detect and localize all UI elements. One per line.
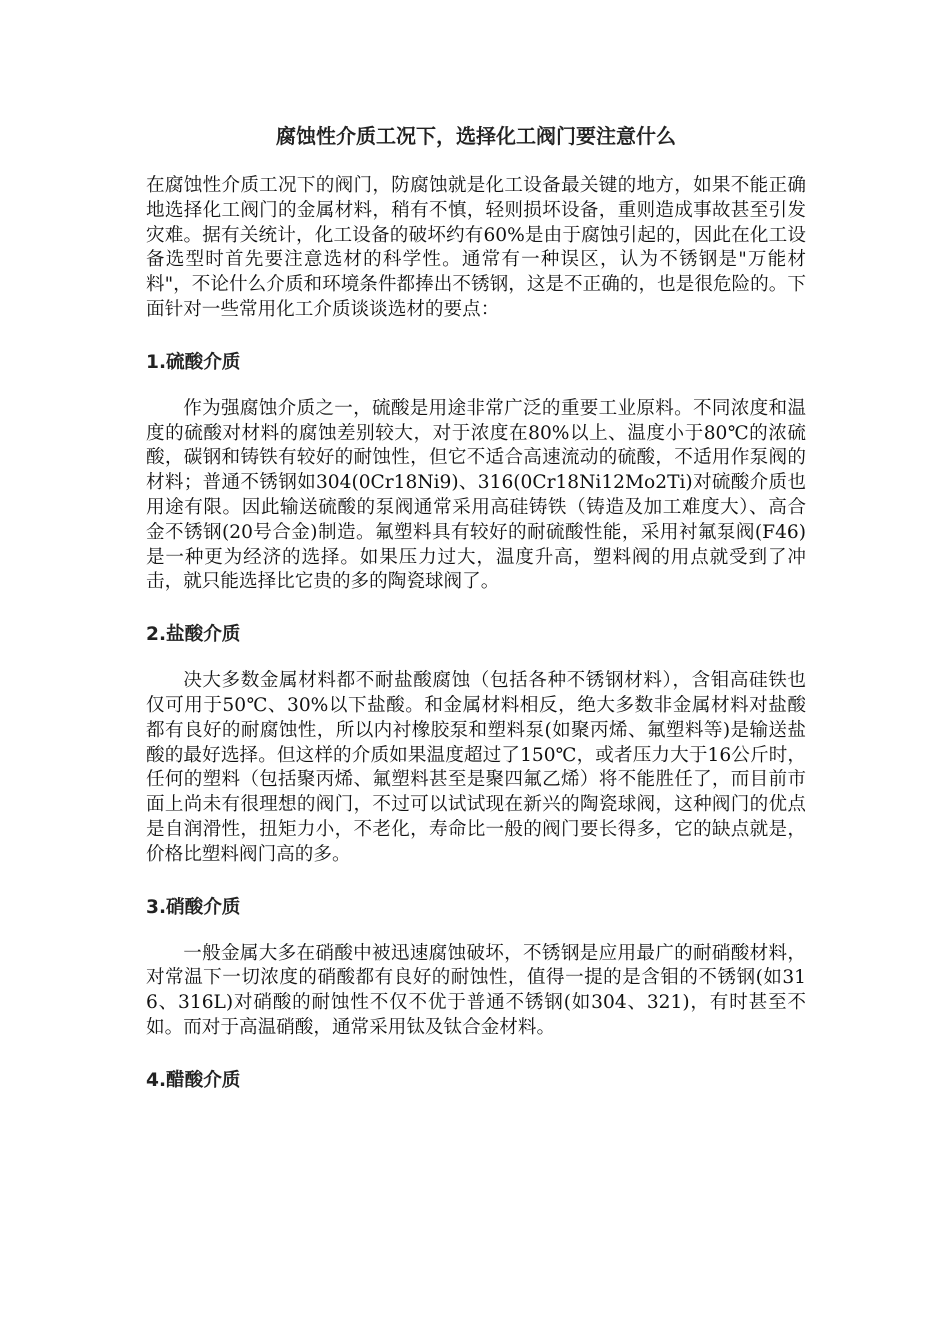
document-title: 腐蚀性介质工况下，选择化工阀门要注意什么 [276,124,676,148]
document-page [146,120,806,1115]
section-body: 决大多数金属材料都不耐盐酸腐蚀（包括各种不锈钢材料），含钼高硅铁也仅可用于50℃、30%以下盐酸。和金属材料相反，绝大多数非金属材料对盐酸都有良好的耐腐蚀性，所以内衬橡胶泵和塑料泵(如聚丙烯、氟塑料等)是输送盐酸的最好选择。但这样的介质如果温度超过了150℃，或者压力大于16公斤时，任何的塑料（包括聚丙烯、氟塑料甚至是聚四氟乙烯）将不能胜任了，而目前市面上尚未有很理想的阀门，不过可以试试现在新兴的陶瓷球阀，这种阀门的优点是自润滑性，扭矩力小，不老化，寿命比一般的阀门要长得多，它的缺点就是，价格比塑料阀门高的多。 [146,670,806,865]
section-nitric-acid [146,896,806,1041]
section-sulfuric-acid [146,351,806,595]
intro-paragraph: 在腐蚀性介质工况下的阀门，防腐蚀就是化工设备最关键的地方，如果不能正确地选择化工阀门的金属材料，稍有不慎，轻则损坏设备，重则造成事故甚至引发灾难。据有关统计，化工设备的破坏约有60%是由于腐蚀引起的，因此在化工设备选型时首先要注意选材的科学性。通常有一种误区，认为不锈钢是"万能材料"，不论什么介质和环境条件都捧出不锈钢，这是不正确的，也是很危险的。下面针对一些常用化工介质谈谈选材的要点： [146,175,806,320]
section-body: 作为强腐蚀介质之一，硫酸是用途非常广泛的重要工业原料。不同浓度和温度的硫酸对材料的腐蚀差别较大，对于浓度在80%以上、温度小于80℃的浓硫酸，碳钢和铸铁有较好的耐蚀性，但它不适合高速流动的硫酸，不适用作泵阀的材料；普通不锈钢如304(0Cr18Ni9)、316(0Cr18Ni12Mo2Ti)对硫酸介质也用途有限。因此输送硫酸的泵阀通常采用高硅铸铁（铸造及加工难度大）、高合金不锈钢(20号合金)制造。氟塑料具有较好的耐硫酸性能，采用衬氟泵阀(F46)是一种更为经济的选择。如果压力过大，温度升高，塑料阀的用点就受到了冲击，就只能选择比它贵的多的陶瓷球阀了。 [146,397,806,593]
section-heading: 4.醋酸介质 [146,1069,241,1091]
section-hydrochloric-acid [146,623,806,867]
section-acetic-acid [146,1069,806,1093]
section-heading: 3.硝酸介质 [146,896,241,918]
section-heading: 1.硫酸介质 [146,351,241,373]
section-body: 一般金属大多在硝酸中被迅速腐蚀破坏，不锈钢是应用最广的耐硝酸材料，对常温下一切浓度的硝酸都有良好的耐蚀性，值得一提的是含钼的不锈钢(如316、316L)对硝酸的耐蚀性不仅不优于普通不锈钢(如304、321)，有时甚至不如。而对于高温硝酸，通常采用钛及钛合金材料。 [146,942,806,1038]
section-heading: 2.盐酸介质 [146,624,241,646]
